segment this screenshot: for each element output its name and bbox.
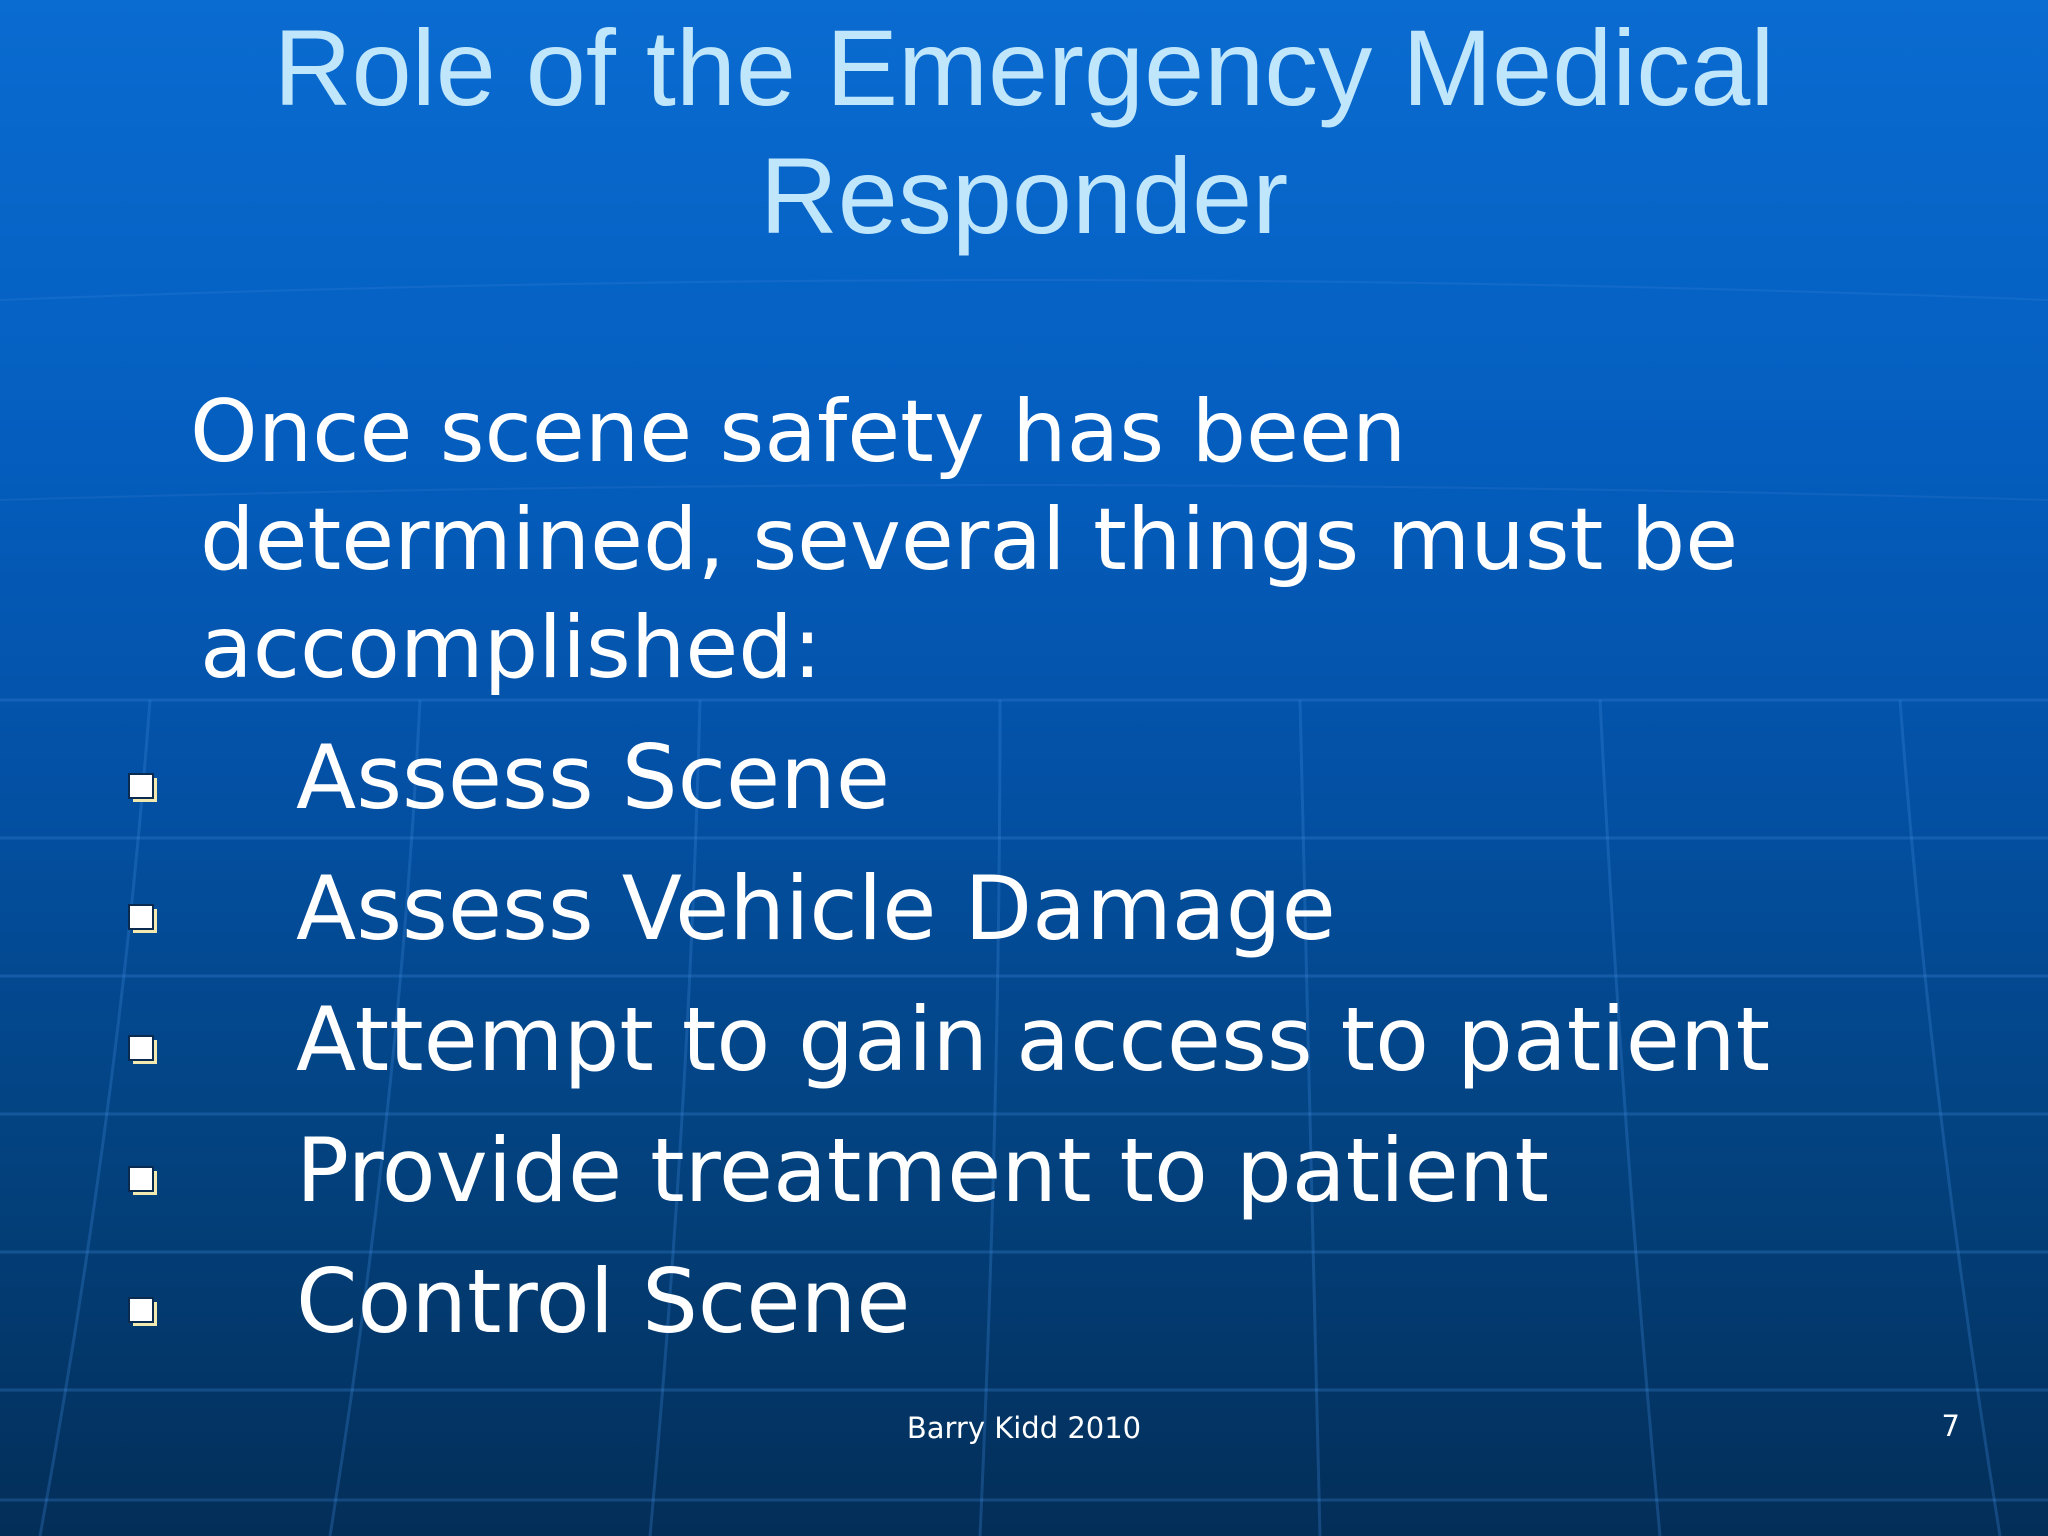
slide-number: 7 xyxy=(1941,1409,1960,1443)
bullet-text: Attempt to gain access to patient xyxy=(296,988,1771,1091)
bullet-item xyxy=(0,1236,2048,1367)
bullet-text: Assess Scene xyxy=(296,726,890,829)
slide-title-line-2: Responder xyxy=(759,135,1289,256)
checkbox-square-icon xyxy=(128,904,158,934)
bullet-list xyxy=(0,712,2048,1367)
bullet-text: Provide treatment to patient xyxy=(296,1119,1550,1222)
slide-title-line-1: Role of the Emergency Medical xyxy=(273,7,1775,128)
checkbox-square-icon xyxy=(128,1035,158,1065)
intro-line-1: Once scene safety has been xyxy=(190,382,1407,482)
bullet-item xyxy=(0,974,2048,1105)
intro-line-2: determined, several things must be xyxy=(200,490,1739,590)
bullet-item xyxy=(0,712,2048,843)
bullet-item xyxy=(0,1105,2048,1236)
intro-paragraph xyxy=(190,378,1970,702)
slide-footer: Barry Kidd 2010 xyxy=(906,1411,1142,1445)
checkbox-square-icon xyxy=(128,1297,158,1327)
intro-line-3: accomplished: xyxy=(200,598,822,698)
checkbox-square-icon xyxy=(128,773,158,803)
bullet-text: Assess Vehicle Damage xyxy=(296,857,1336,960)
bullet-item xyxy=(0,843,2048,974)
checkbox-square-icon xyxy=(128,1166,158,1196)
bullet-text: Control Scene xyxy=(296,1250,911,1353)
